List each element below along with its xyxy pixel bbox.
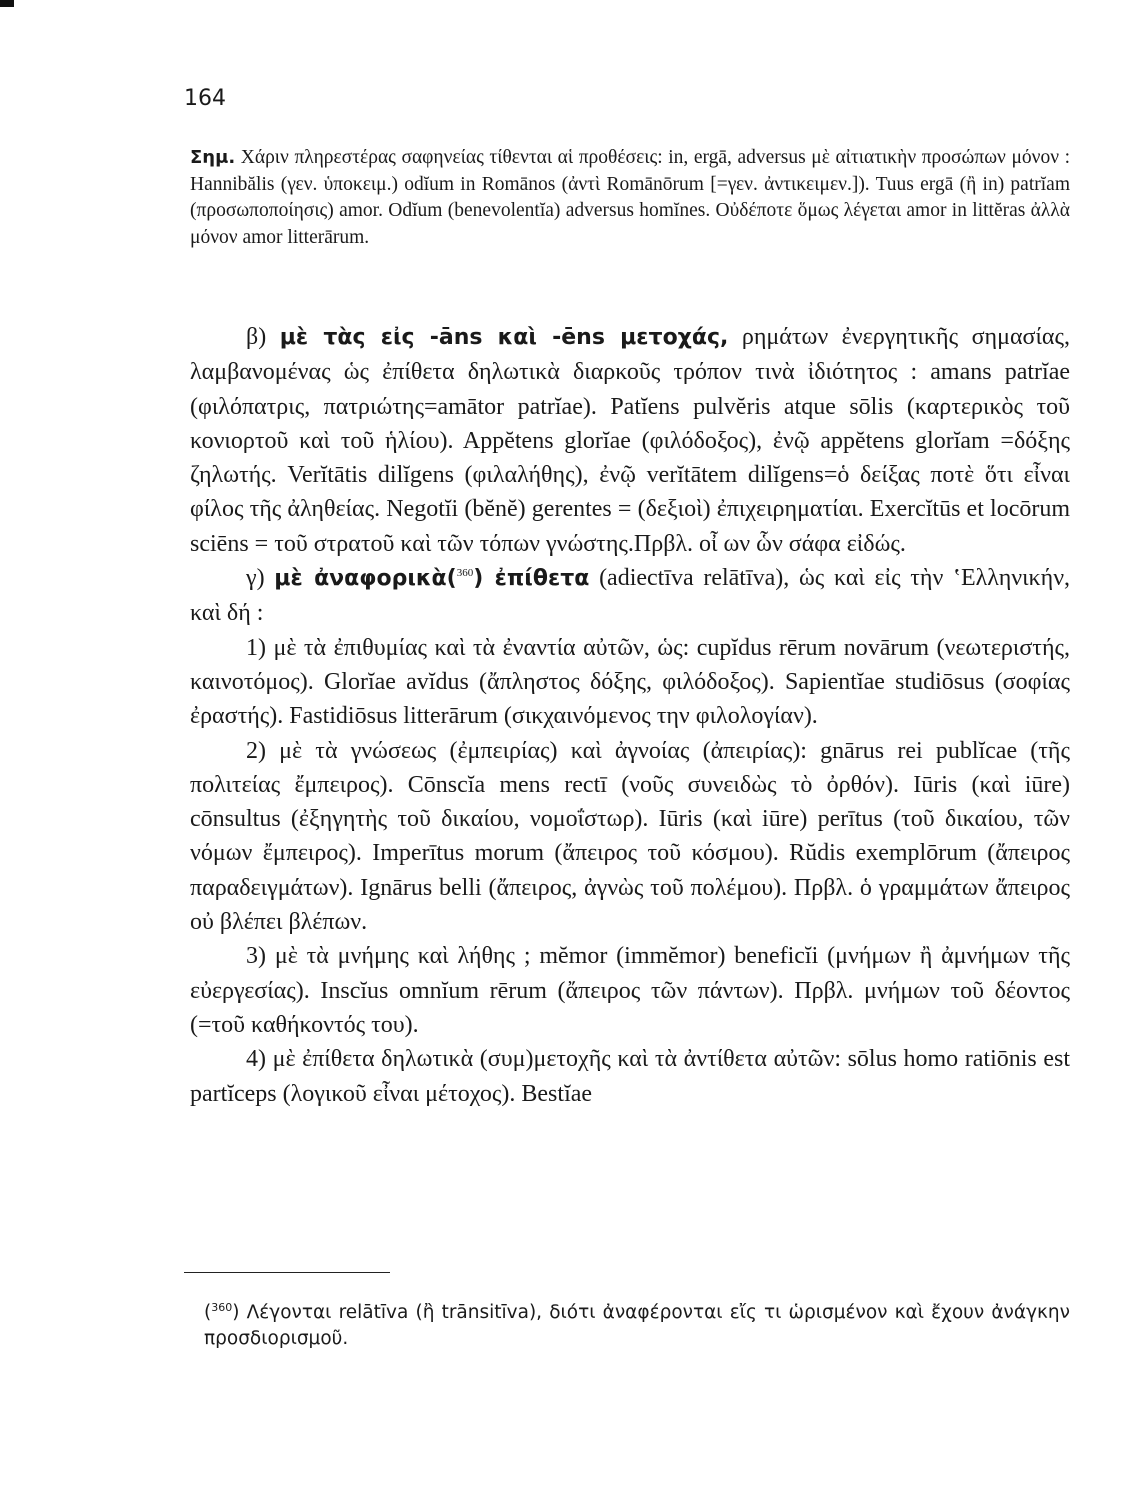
section-g-paragraph [190,561,1070,631]
section-g-text: (adiectīva relātīva), ὡς καὶ εἰς τὴν ʽΕλληνικήν, καὶ δή : [190,565,1071,627]
note-label: Σημ. [190,147,236,168]
footnote-text: ) Λέγονται relātīva (ἢ trānsitīva), διότι ἀναφέρονται εἴς τι ὡρισμένον καὶ ἔχουν ἀνάγκην προσδιορισμοῦ. [204,1302,1070,1349]
list-item-1: 1) μὲ τὰ ἐπιθυμίας καὶ τὰ ἐναντία αὐτῶν, ὡς: cupĭdus rērum novārum (νεωτεριστής, καινοτόμος). Glorĭae avĭdus (ἄπληστος δόξης, φιλόδοξος). Sapientĭae studiōsus (σοφίας ἐραστής). Fastidiōsus litterārum (σικχαινόμενος την φιλολογίαν). [190,634,1070,730]
note-text: Χάριν πληρεστέρας σαφηνείας τίθενται αἱ προθέσεις: in, ergā, adversus μὲ αἰτιατικὴν προσώπων μόνον : Hannibălis (γεν. ὑποκειμ.) odĭum in Romānos (ἀντὶ Romānōrum [=γεν. ἀντικειμεν.]). Tuus ergā (ἢ in) patrĭam (προσωποποίησις) amor. Odĭum (benevolentĭa) adversus homĭnes. Οὐδέποτε ὅμως λέγεται amor in littĕras ἀλλὰ μόνον amor litterārum. [190,147,1071,248]
footnote: ($^{360}$) Λέγονται relātīva (ἢ trānsitīva), διότι ἀναφέρονται εἴς τι ὡρισμένον καὶ ἔχουν ἀνάγκην προσδιορισμοῦ. [204,1300,1070,1349]
footnote-divider [184,1272,390,1273]
note-paragraph [190,145,1070,251]
scan-corner-mark [0,0,14,7]
section-g-heading-end: ) ἐπίθετα [473,566,590,592]
section-b-heading: μὲ τὰς εἰς -āns καὶ -ēns μετοχάς, [279,325,729,350]
section-b-paragraph [190,320,1070,561]
list-item-4: 4) μὲ ἐπίθετα δηλωτικὰ (συμ)μετοχῆς καὶ τὰ ἀντίθετα αὐτῶν: sōlus homo ratiōnis est partĭceps (λογικοῦ εἶναι μέτοχος). Bestĭae [190,1046,1070,1107]
main-text [190,320,1070,1111]
page-number: 164 [184,86,226,111]
footnote-number: 360 [211,1300,233,1314]
section-g-lead: γ) [246,565,265,592]
section-b-lead: β) [246,324,267,350]
list-item-3: 3) μὲ τὰ μνήμης καὶ λήθης ; mĕmor (immĕmor) beneficĭi (μνήμων ἢ ἀμνήμων τῆς εὐεργεσίας). Inscĭus omnĭum rērum (ἄπειρος τῶν πάντων). Πρβλ. μνήμων τοῦ δέοντος (=τοῦ καθήκοντός του). [190,943,1070,1038]
section-g-footnote-ref: 360 [456,567,474,580]
section-b-text: ρημάτων ἐνεργητικῆς σημασίας, λαμβανομένας ὡς ἐπίθετα δηλωτικὰ διαρκοῦς τρόπον τινὰ ἰδιότητος : amans patrĭae (φιλόπατρις, πατριώτης=amātor patrĭae). Patĭens pulvĕris atque sōlis (καρτερικὸς τοῦ κονιορτοῦ καὶ τοῦ ἡλίου). Appĕtens glorĭae (φιλόδοξος), ἐνῷ appĕtens glorĭam =δόξης ζηλωτής. Verĭtātis dilĭgens (φιλαλήθης), ἐνῷ verĭtātem dilĭgens=ὁ δείξας ποτὲ ὅτι εἶναι φίλος τῆς ἀληθείας. Negotĭi (bĕnĕ) gerentes = (δεξιοὶ) ἐπιχειρηματίαι. Exercĭtūs et locōrum sciēns = τοῦ στρατοῦ καὶ τῶν τόπων γνώστης.Πρβλ. οἶ ων ὧν σάφα εἰδώς. [190,324,1070,557]
section-g-heading: μὲ ἀναφορικὰ( [274,566,457,592]
list-item-2: 2) μὲ τὰ γνώσεως (ἐμπειρίας) καὶ ἀγνοίας (ἀπειρίας): gnārus rei publĭcae (τῆς πολιτείας ἔμπειρος). Cōnscĭa mens rectī (νοῦς συνειδὼς τὸ ὀρθόν). Iūris (καὶ iūre) cōnsultus (ἐξηγητὴς τοῦ δικαίου, νομοΐστωρ). Iūris (καὶ iūre) perītus (τοῦ δικαίου, τῶν νόμων ἔμπειρος). Imperītus morum (ἄπειρος τοῦ κόσμου). Rŭdis exemplōrum (ἄπειρος παραδειγμάτων). Ignārus belli (ἄπειρος, ἀγνὼς τοῦ πολέμου). Πρβλ. ὁ γραμμάτων ἄπειρος οὐ βλέπει βλέπων. [190,737,1070,936]
